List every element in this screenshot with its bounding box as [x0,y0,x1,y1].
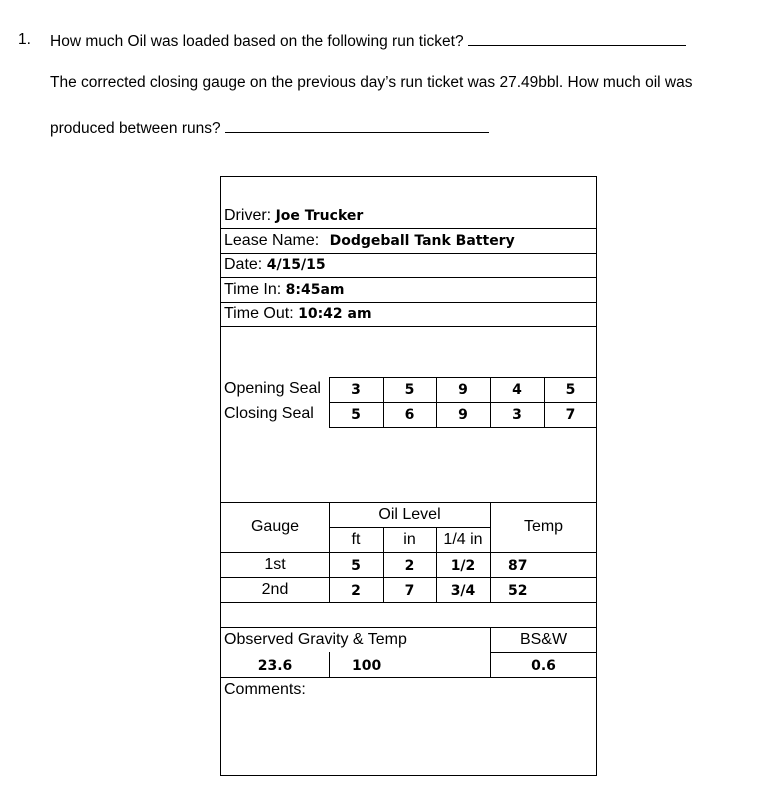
date-label: Date: [224,256,263,273]
divider [221,228,597,229]
in-header: in [403,531,416,548]
divider [329,427,597,428]
divider [221,326,597,327]
lease-value: Dodgeball Tank Battery [329,233,515,249]
divider [221,627,597,628]
divider [221,602,597,603]
opening-seal-label: Opening Seal [224,380,321,397]
divider [221,253,597,254]
oil-level-header: Oil Level [378,506,441,523]
ft-header: ft [351,531,361,548]
gauge-quarter-value: 1/2 [450,558,476,574]
closing-seal-label: Closing Seal [224,405,314,422]
gauge-grid-line [490,502,491,602]
observed-gravity-label: Observed Gravity & Temp [224,631,407,648]
comments-label: Comments: [224,681,306,698]
gauge-in-value: 7 [404,583,415,599]
temp-header: Temp [523,518,564,535]
divider [329,377,597,378]
observed-gravity-value: 23.6 [257,658,293,674]
closing-seal-digit: 6 [404,407,415,423]
divider [221,677,597,678]
opening-seal-digit: 5 [404,382,415,398]
time-out-value: 10:42 am [298,306,372,322]
time-in-row [224,281,345,299]
divider [490,652,597,653]
gauge-temp-value: 52 [508,583,528,599]
closing-seal-digit: 7 [565,407,576,423]
gauge-row-label: 1st [264,556,286,573]
closing-seal-digit: 3 [512,407,522,423]
opening-seal-digit: 9 [458,382,468,398]
answer-blank-1[interactable] [468,31,686,46]
lease-row [224,232,515,250]
closing-seal-digit: 9 [458,407,468,423]
divider [221,552,597,553]
gauge-row-label: 2nd [261,581,289,598]
gauge-quarter-value: 3/4 [450,583,476,599]
driver-value: Joe Trucker [275,208,364,224]
question-line-3 [50,118,489,138]
observed-grid-line [329,652,330,677]
opening-seal-digit: 4 [512,382,522,398]
question-line-1-text: How much Oil was loaded based on the following run ticket? [50,33,464,50]
gauge-temp-value: 87 [508,558,528,574]
run-ticket [220,176,597,776]
question-line-2: The corrected closing gauge on the previous day’s run ticket was 27.49bbl. How much oil was [50,74,693,91]
divider [221,277,597,278]
divider [221,577,597,578]
lease-label: Lease Name: [224,232,320,249]
bsw-label: BS&W [519,631,568,648]
opening-seal-digit: 5 [565,382,576,398]
time-in-value: 8:45am [285,282,345,298]
date-row [224,256,326,274]
time-out-label: Time Out: [224,305,294,322]
quarter-in-header: 1/4 in [443,531,483,548]
question-number: 1. [18,31,31,48]
divider [329,527,490,528]
opening-seal-digit: 3 [351,382,361,398]
time-out-row [224,305,372,323]
divider [329,402,597,403]
bsw-value: 0.6 [531,658,556,674]
gauge-header: Gauge [250,518,300,535]
answer-blank-2[interactable] [225,118,489,133]
gauge-ft-value: 5 [351,558,361,574]
date-value: 4/15/15 [266,257,326,273]
question-line-3-text: produced between runs? [50,120,221,137]
driver-label: Driver: [224,207,272,224]
question-line-1 [50,31,686,51]
driver-row [224,207,363,225]
divider [221,502,597,503]
gauge-in-value: 2 [404,558,415,574]
divider [221,302,597,303]
gauge-ft-value: 2 [351,583,361,599]
time-in-label: Time In: [224,281,282,298]
observed-temp-value: 100 [352,658,382,674]
closing-seal-digit: 5 [351,407,361,423]
